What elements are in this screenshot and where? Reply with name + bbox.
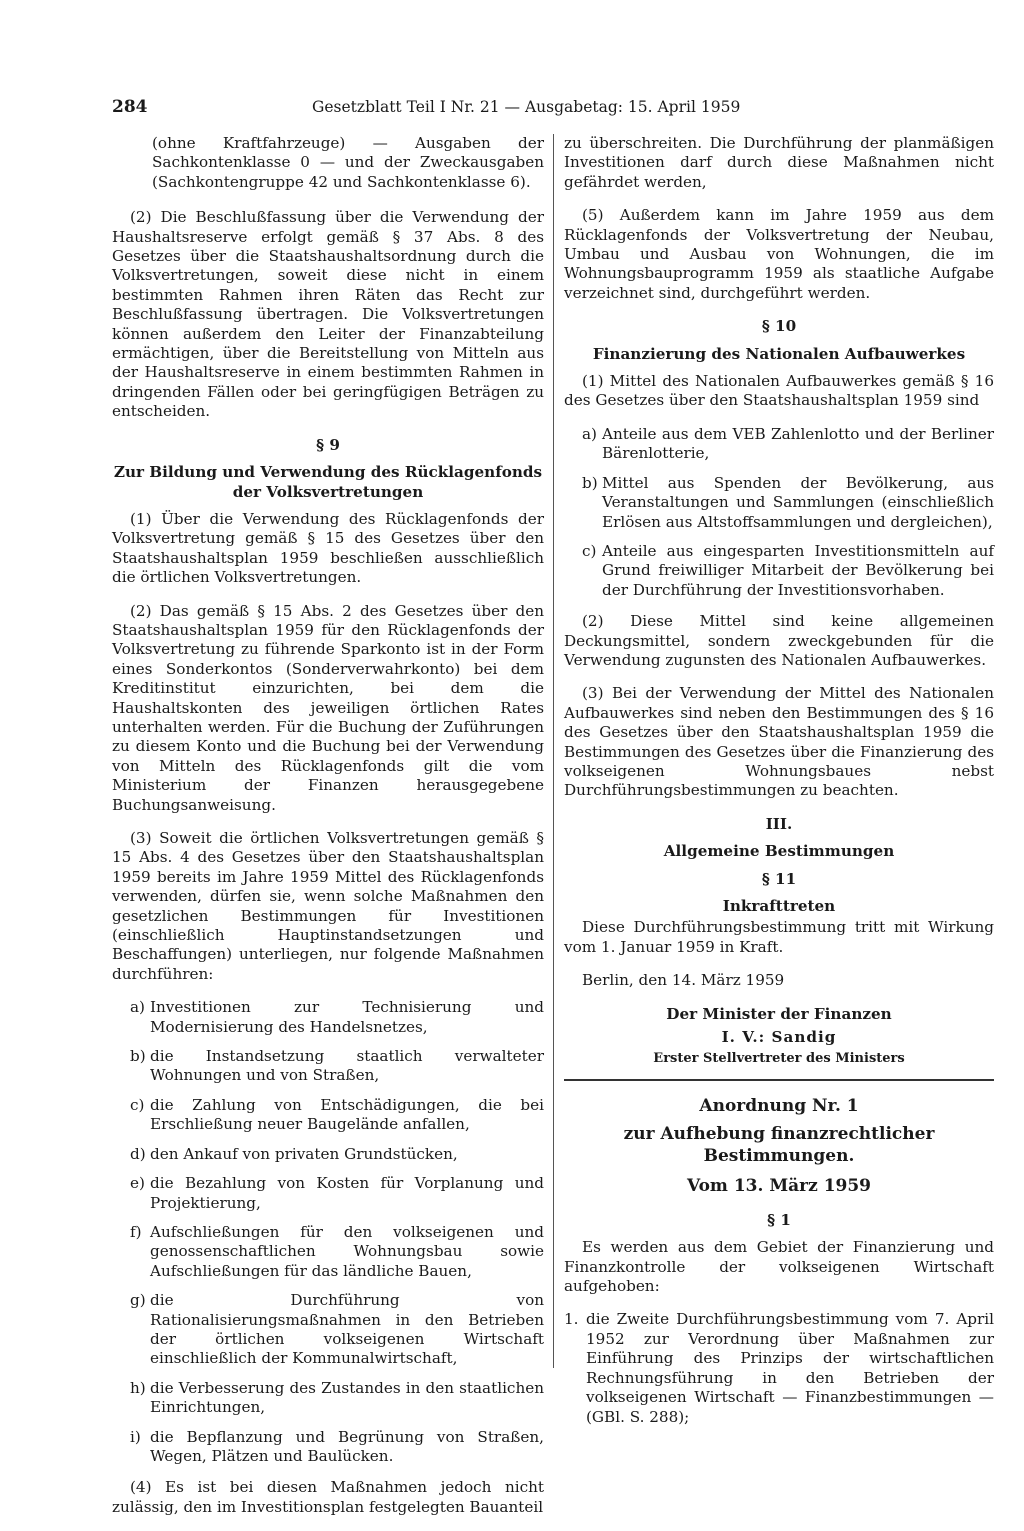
section-10-paragraph-2: (2) Diese Mittel sind keine allgemeinen Deckungsmittel, sondern zweckgebunden für die Verwendung zugunsten des Nationalen Aufbauwerkes. [564, 612, 994, 669]
section-9-paragraph-5: (5) Außerdem kann im Jahre 1959 aus dem Rücklagenfonds der Volksvertretung der Neubau, Umbau und Ausbau von Wohnungen, die im Wohnungsbauprogramm 1959 als staatliche Aufgabe verzeichnet sind, durchgeführt werden. [564, 206, 994, 302]
list-item-label: a) [130, 998, 145, 1017]
list-item [582, 474, 994, 532]
section-9-paragraph-1: (1) Über die Verwendung des Rücklagenfonds der Volksvertretung gemäß § 15 des Gesetzes über den Staatshaushaltsplan 1959 beschließen ausschließlich die örtlichen Volksvertretungen. [112, 509, 544, 587]
section-9-title-line1: Zur Bildung und Verwendung des Rücklagenfonds [113, 463, 543, 482]
list-item-label: c) [130, 1095, 145, 1114]
list-item-label: e) [130, 1174, 145, 1193]
ordinance-item-text: die Zweite Durchführungsbestimmung vom 7. April 1952 zur Verordnung über Maßnahmen zur Einführung des Prinzips der wirtschaftlichen Rechnungsführung in den Betrieben der volkseigenen Wirtschaft — Finanzbestimmungen — (GBl. S. 288); [586, 1310, 994, 1426]
list-item-text: die Durchführung von Rationalisierungsmaßnahmen in den Betrieben der örtlichen volkseigenen Wirtschaft einschließlich der Kommunalwirtschaft, [150, 1291, 544, 1368]
list-item-label: h) [130, 1378, 146, 1397]
section-11-title: Inkrafttreten [722, 897, 836, 915]
left-column [112, 134, 544, 1531]
list-item-text: Anteile aus eingesparten Investitionsmitteln auf Grund freiwilliger Mitarbeit der Bevölkerung bei der Durchführung der Investitionsvorhaben. [602, 541, 994, 599]
continued-paragraph-4: zu überschreiten. Die Durchführung der planmäßigen Investitionen darf durch diese Maßnahmen nicht gefährdet werden, [564, 134, 994, 191]
list-item [130, 1379, 544, 1418]
ordinance-date: Vom 13. März 1959 [686, 1175, 872, 1196]
list-item-text: den Ankauf von privaten Grundstücken, [150, 1144, 458, 1163]
list-item-label: c) [582, 541, 597, 560]
section-11-number: § 11 [761, 869, 797, 888]
list-item-label: a) [582, 424, 597, 443]
list-item-label: d) [130, 1144, 146, 1163]
list-item-text: die Instandsetzung staatlich verwalteter Wohnungen und von Straßen, [150, 1047, 544, 1085]
section-divider [564, 1079, 994, 1081]
list-item-label: b) [582, 473, 598, 492]
gazette-title: Gesetzblatt Teil I Nr. 21 — Ausgabetag: 15. April 1959 [312, 98, 741, 116]
right-column [564, 134, 994, 1427]
list-item-text: Anteile aus dem VEB Zahlenlotto und der Berliner Bärenlotterie, [602, 424, 994, 463]
list-item-text: die Bezahlung von Kosten für Vorplanung und Projektierung, [150, 1174, 544, 1212]
list-item-text: Mittel aus Spenden der Bevölkerung, aus Veranstaltungen und Sammlungen (einschließlich Erlösen aus Altstoffsammlungen und dergleichen), [602, 473, 994, 531]
section-9-paragraph-3: (3) Soweit die örtlichen Volksvertretungen gemäß § 15 Abs. 4 des Gesetzes über den Staatshaushaltsplan 1959 bereits im Jahre 1959 Mittel des Rücklagenfonds verwenden, dürfen sie, wenn solche Maßnahmen den gesetzlichen Bestimmungen für Investitionen (einschließlich Hauptinstandsetzungen und Beschaffungen) unterliegen, nur folgende Maßnahmen durchführen: [112, 829, 544, 983]
funds-list [564, 425, 994, 600]
list-item [130, 1145, 544, 1164]
section-11-paragraph: Diese Durchführungsbestimmung tritt mit Wirkung vom 1. Januar 1959 in Kraft. [564, 918, 994, 956]
ordinance-paragraph-1: Es werden aus dem Gebiet der Finanzierung und Finanzkontrolle der volkseigenen Wirtschaft aufgehoben: [564, 1238, 994, 1296]
list-item [130, 1291, 544, 1369]
signature-name: I. V.: Sandig [721, 1028, 837, 1047]
ordinance-title: Anordnung Nr. 1 [699, 1095, 859, 1116]
page-number: 284 [112, 97, 148, 117]
list-item-text: Investitionen zur Technisierung und Modernisierung des Handelsnetzes, [150, 998, 544, 1036]
list-item [130, 1223, 544, 1281]
list-item-label: g) [130, 1291, 146, 1310]
page-header [112, 94, 992, 122]
ordinance-section-1-number: § 1 [767, 1210, 791, 1229]
section-10-paragraph-1: (1) Mittel des Nationalen Aufbauwerkes gemäß § 16 des Gesetzes über den Staatshaushaltsplan 1959 sind [564, 372, 994, 410]
list-item [130, 1174, 544, 1213]
part-3-number: III. [765, 814, 793, 833]
signature-organization: Der Minister der Finanzen [666, 1004, 892, 1023]
ordinance-subtitle: zur Aufhebung finanzrechtlicher Bestimmungen. [623, 1123, 935, 1166]
signature-role: Erster Stellvertreter des Ministers [653, 1051, 905, 1067]
section-10-paragraph-3: (3) Bei der Verwendung der Mittel des Nationalen Aufbauwerkes sind neben den Bestimmungen des § 16 des Gesetzes über den Staatshaushaltsplan 1959 die Bestimmungen des Gesetzes über die Finanzierung des volkseigenen Wohnungsbaues nebst Durchführungsbestimmungen zu beachten. [564, 684, 994, 800]
list-item-label: i) [130, 1427, 141, 1446]
list-item-text: die Zahlung von Entschädigungen, die bei Erschließung neuer Baugelände anfallen, [150, 1095, 544, 1134]
list-item [130, 1428, 544, 1467]
column-divider [553, 134, 554, 1368]
section-10-title: Finanzierung des Nationalen Aufbauwerkes [592, 344, 966, 363]
list-item-label: f) [130, 1222, 142, 1241]
list-item [130, 998, 544, 1037]
ordinance-item-label: 1. [564, 1310, 579, 1329]
list-item [582, 425, 994, 464]
ordinance-item-1 [564, 1310, 994, 1426]
section-9-paragraph-4: (4) Es ist bei diesen Maßnahmen jedoch nicht zulässig, den im Investitionsplan festgelegten Bauanteil [112, 1478, 544, 1516]
signing-date: Berlin, den 14. März 1959 [582, 971, 785, 990]
section-10-number: § 10 [761, 317, 797, 336]
list-item-text: Aufschließungen für den volkseigenen und genossenschaftlichen Wohnungsbau sowie Aufschließungen für das ländliche Bauen, [150, 1222, 544, 1280]
section-9-number: § 9 [316, 435, 340, 454]
list-item [130, 1096, 544, 1135]
measures-list [112, 998, 544, 1466]
section-9-title-line2: der Volksvertretungen [232, 482, 424, 501]
section-9-paragraph-2: (2) Das gemäß § 15 Abs. 2 des Gesetzes über den Staatshaushaltsplan 1959 für den Rücklagenfonds der Volksvertretung zu führende Sparkonto ist in der Form eines Sonderkontos (Sonderverwahrkonto) bei dem Kreditinstitut einzurichten, bei dem die Haushaltskonten des jeweiligen örtlichen Rates unterhalten werden. Für die Buchung der Zuführungen zu diesem Konto und die Buchung bei der Verwendung von Mitteln des Rücklagenfonds gilt die vom Ministerium der Finanzen herausgegebene Buchungsanweisung. [112, 601, 544, 814]
list-item [582, 542, 994, 600]
part-3-title: Allgemeine Bestimmungen [663, 842, 895, 861]
continued-text: (ohne Kraftfahrzeuge) — Ausgaben der Sachkontenklasse 0 — und der Zweckausgaben (Sachkontengruppe 42 und Sachkontenklasse 6). [152, 134, 544, 191]
list-item [130, 1047, 544, 1086]
list-item-label: b) [130, 1047, 146, 1066]
paragraph-2: (2) Die Beschlußfassung über die Verwendung der Haushaltsreserve erfolgt gemäß § 37 Abs. 8 des Gesetzes über die Staatshaushaltsordnung durch die Volksvertretungen, soweit diese nicht in einem bestimmten Rahmen ihren Räten das Recht zur Beschlußfassung übertragen. Die Volksvertretungen können außerdem den Leiter der Finanzabteilung ermächtigen, über die Bereitstellung von Mitteln aus der Haushaltsreserve in einem bestimmten Rahmen in dringenden Fällen oder bei geringfügigen Beträgen zu entscheiden. [112, 208, 544, 421]
list-item-text: die Verbesserung des Zustandes in den staatlichen Einrichtungen, [150, 1378, 544, 1417]
list-item-text: die Bepflanzung und Begrünung von Straßen, Wegen, Plätzen und Baulücken. [150, 1427, 544, 1465]
